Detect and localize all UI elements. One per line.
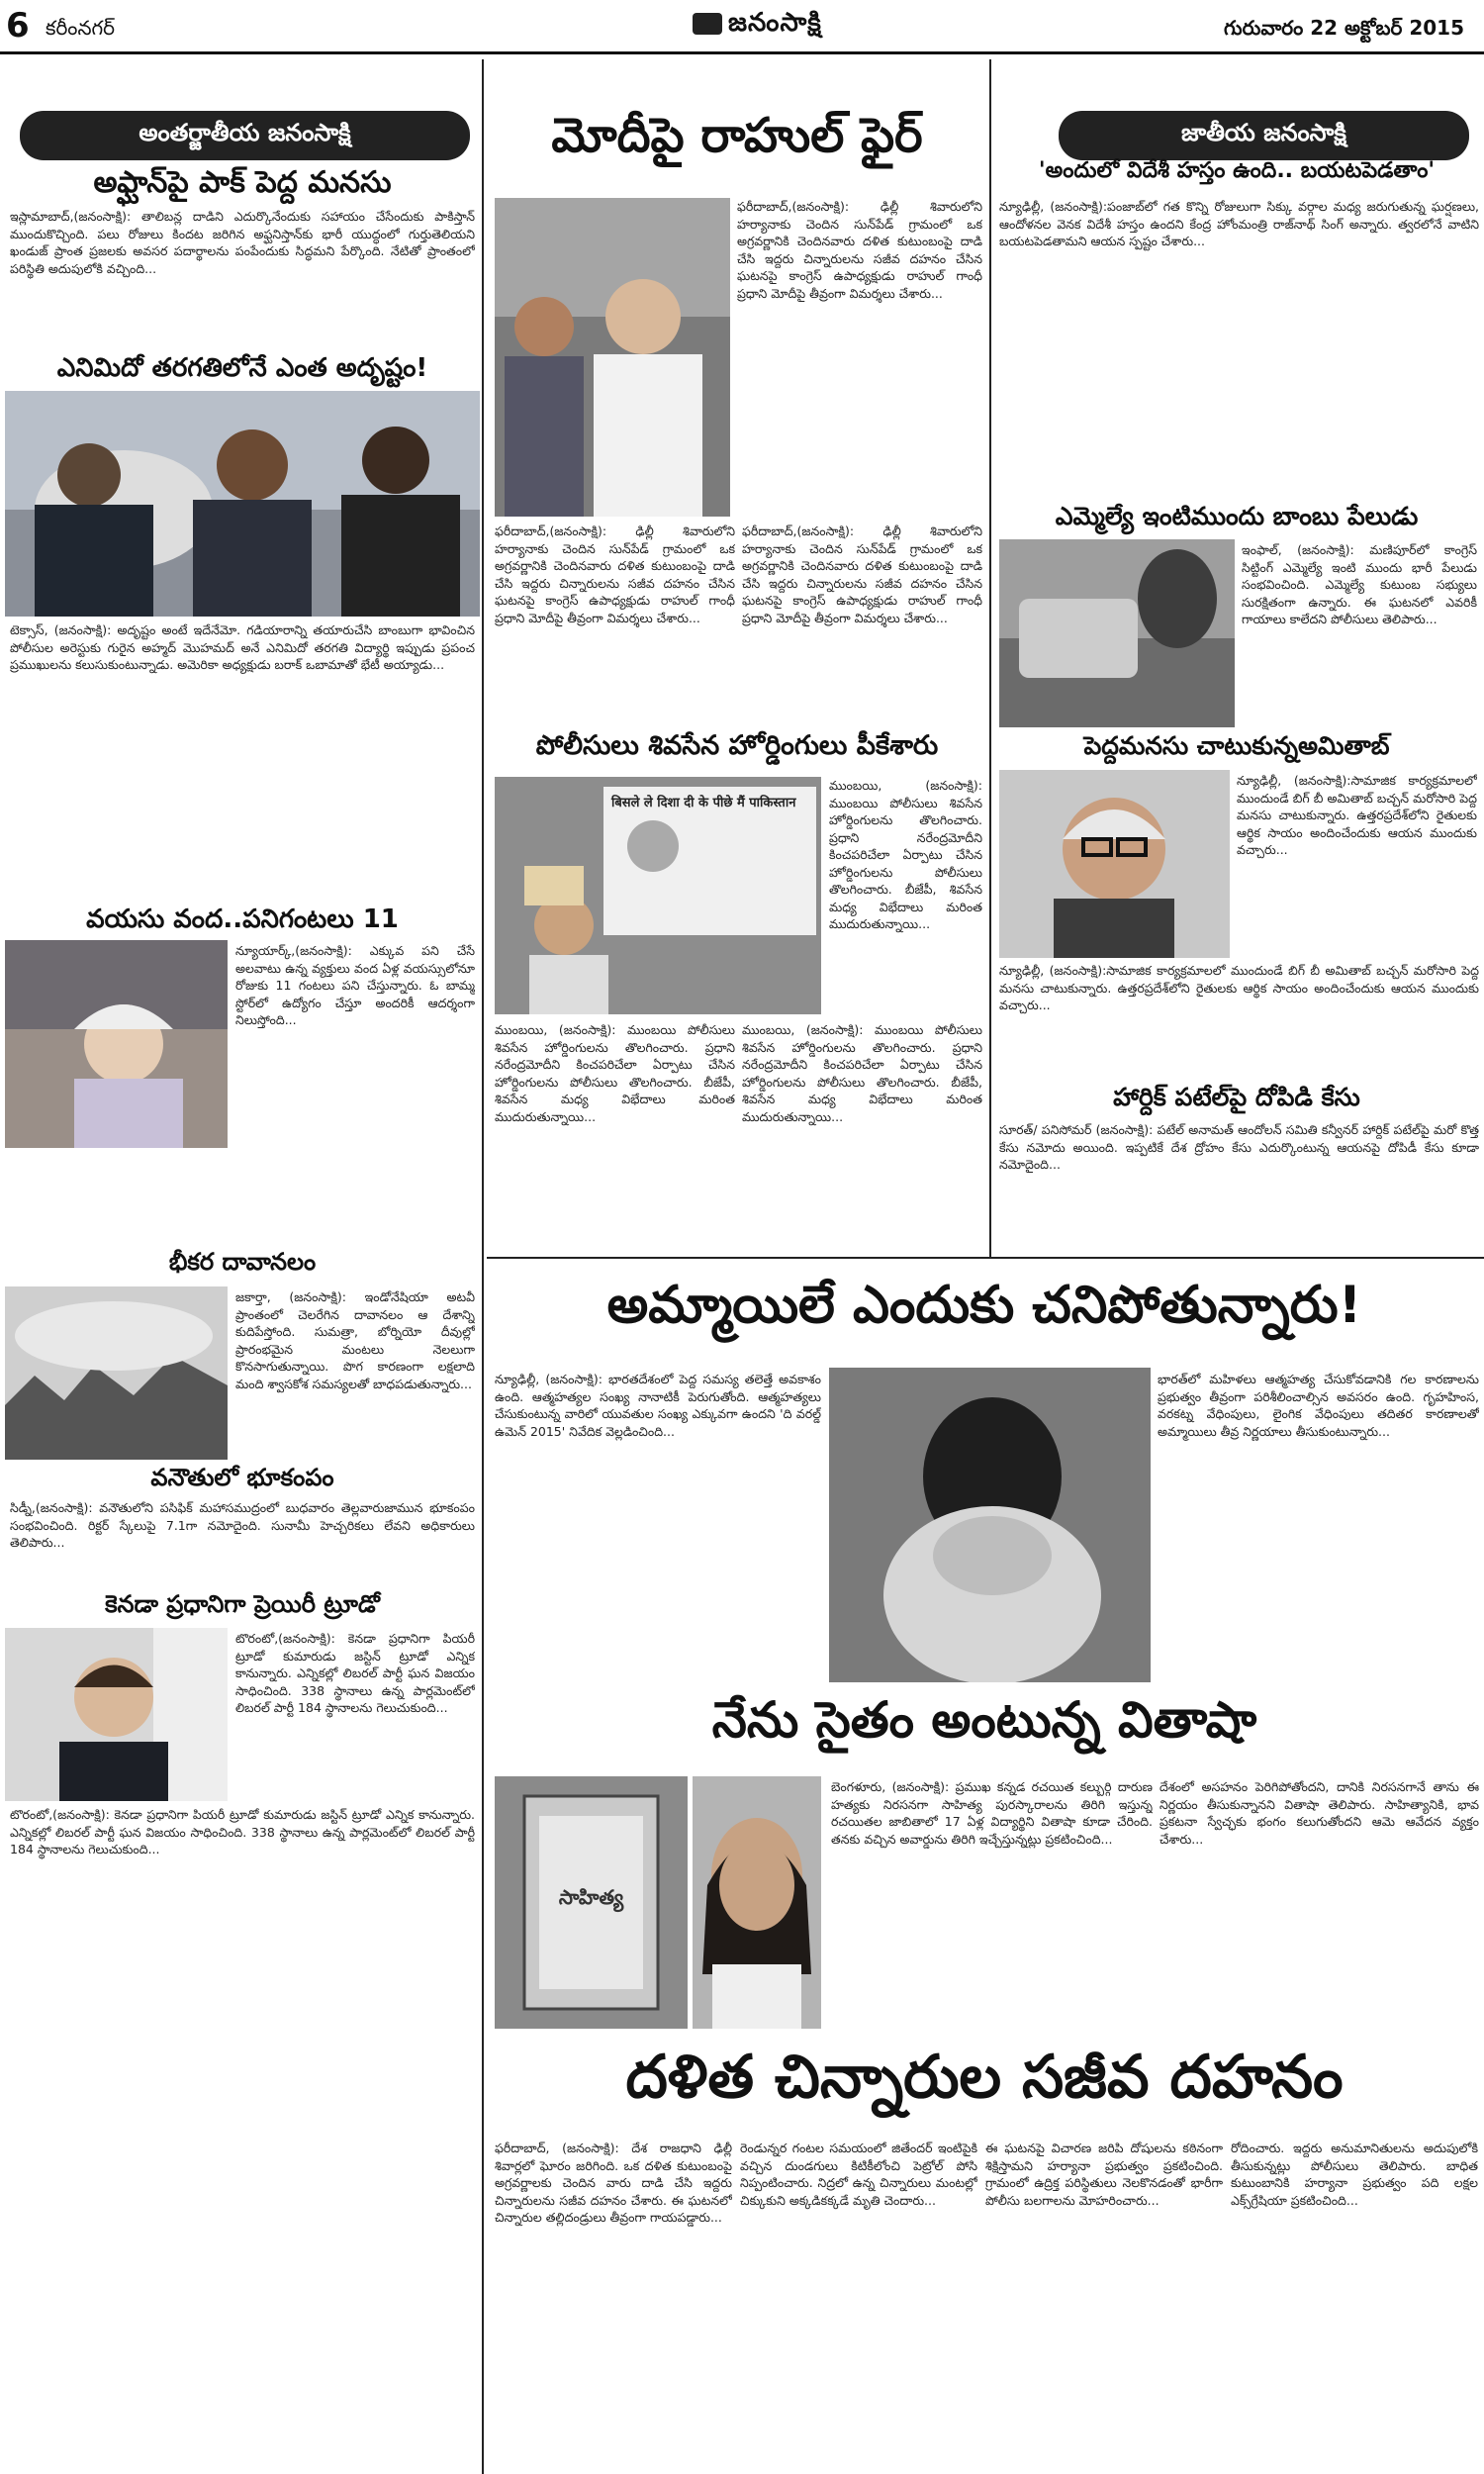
- hoarding-sign-text: बिसले ले दिशा दी के पीछे मैं पाकिस्तान: [611, 796, 796, 810]
- headline-wildfire: భీకర దావానలం: [168, 1248, 317, 1276]
- column-divider: [989, 59, 991, 1257]
- masthead: జనంసాక్షి: [693, 8, 822, 44]
- article-shivsena-c: ముంబయి, (జనంసాక్షి): ముంబయి పోలీసులు శివసేన హోర్డింగులను తొలగించారు. ప్రధాని నరేంద్రమోదీని కించపరిచేలా ఏర్పాటు చేసిన హోర్డింగులను పోలీసులు తొలగించారు. బీజేపీ, శివసేన మధ్య విభేదాలు మరింత ముదురుతున్నాయి...: [742, 1022, 982, 1124]
- masthead-logo-icon: [693, 13, 722, 35]
- article-mla-bomb: ఇంఫాల్, (జనంసాక్షి): మణిపూర్‌లో కాంగ్రెస్ సిట్టింగ్ ఎమ్మెల్యే ఇంటి ముందు భారీ పేలుడు సంభవించింది. ఎమ్మెల్యే కుటుంబ సభ్యులు సురక్షితంగా ఉన్నారు. ఈ ఘటనలో ఎవరికీ గాయాలు కాలేదని పోలీసులు తెలిపారు...: [1242, 542, 1477, 626]
- article-afghan: ఇస్లామాబాద్,(జనంసాక్షి): తాలిబన్ల దాడిని ఎదుర్కొనేందుకు సహాయం చేసేందుకు పాకిస్తాన్ ముందుకొచ్చింది. పలు రోజులు కిందట జరిగిన అఫ్ఘనిస్తాన్‌కు భారీ యుద్ధంలో గుర్తుతెలియని ఖండుజ్ ప్రాంత ప్రజలకు అవసర పదార్థాలను పంపేందుకు సిద్ధమని పేర్కొంది. నేటితో ప్రాంతంలో పరిస్థితి అదుపులోకి వచ్చింది...: [10, 209, 475, 276]
- award-plaque-photo: [495, 1776, 688, 2029]
- blast-car-photo: [999, 539, 1235, 727]
- headline-rahul-fire: మోదీపై రాహుల్ ఫైర్: [551, 108, 923, 163]
- article-vitasha-b: దేశంలో అసహనం పెరిగిపోతోందని, దానికి నిరసనగానే తాను ఈ నిర్ణయం తీసుకున్నానని వితాషా తెలిపారు. సాహిత్యానికి, భావ ప్రకటనా స్వేచ్ఛకు భంగం కలుగుతోందని ఆమె ఆవేదన వ్యక్తం చేశారు...: [1159, 1779, 1479, 1847]
- headline-vitasha: నేను సైతం అంటున్న వితాషా: [711, 1691, 1257, 1749]
- headline-girls-suicide: అమ్మాయిలే ఎందుకు చనిపోతున్నారు!: [606, 1276, 1362, 1335]
- article-rahul-fire-a: ఫరీదాబాద్,(జనంసాక్షి): ఢిల్లీ శివారులోని హర్యానాకు చెందిన సున్‌పేడ్ గ్రామంలో ఒక అగ్రవర్ణానికి చెందినవారు దళిత కుటుంబంపై దాడి చేసి ఇద్దరు చిన్నారులను సజీవ దహనం చేసిన ఘటనపై కాంగ్రెస్ ఉపాధ్యక్షుడు రాహుల్ గాంధీ ప్రధాని మోదీపై తీవ్రంగా విమర్శలు చేశారు...: [737, 199, 982, 301]
- elderly-woman-photo: [5, 940, 228, 1148]
- edition-name: కరీంనగర్: [46, 16, 115, 40]
- article-dalit-children-4: రోదించారు. ఇద్దరు అనుమానితులను అదుపులోకి తీసుకున్నట్లు పోలీసులు తెలిపారు. బాధిత కుటుంబానికి హర్యానా ప్రభుత్వం పది లక్షల ఎక్స్‌గ్రేషియా ప్రకటించింది...: [1231, 2141, 1478, 2208]
- article-age-hundred: న్యూయార్క్,(జనంసాక్షి): ఎక్కువ పని చేసే అలవాటు ఉన్న వ్యక్తులు వంద ఏళ్ల వయస్సులోనూ రోజుకు 11 గంటలు పని చేస్తున్నారు. ఓ బామ్మ స్టోర్‌లో ఉద్యోగం చేస్తూ అందరికీ ఆదర్శంగా నిలుస్తోంది...: [235, 943, 475, 1027]
- section-banner-international: అంతర్జాతీయ జనంసాక్షి: [20, 111, 470, 160]
- section-banner-national: జాతీయ జనంసాక్షి: [1059, 111, 1469, 160]
- amitabh-photo: [999, 770, 1230, 958]
- wildfire-photo: [5, 1286, 228, 1460]
- headline-shivsena-hoardings: పోలీసులు శివసేన హోర్డింగులు పీకేశారు: [535, 730, 939, 761]
- headline-afghan: అఫ్ఘాన్‌పై పాక్ పెద్ద మనసు: [93, 165, 392, 200]
- article-wildfire: జకార్తా, (జనంసాక్షి): ఇండోనేషియా అటవీ ప్రాంతంలో చెలరేగిన దావానలం ఆ దేశాన్ని కుదిపేస్తోంది. సుమత్రా, బోర్నియో దీవుల్లో ప్రారంభమైన మంటలు నెలలుగా కొనసాగుతున్నాయి. పొగ కారణంగా లక్షలాది మంది శ్వాసకోశ సమస్యలతో బాధపడుతున్నారు...: [235, 1289, 475, 1391]
- headline-dalit-children: దళిత చిన్నారుల సజీవ దహనం: [625, 2043, 1344, 2112]
- section-divider: [487, 1257, 1484, 1259]
- article-eighth-grade: టెక్సాస్, (జనంసాక్షి): అదృష్టం అంటే ఇదేనేమో. గడియారాన్ని తయారుచేసి బాంబుగా భావించిన పోలీసుల అరెస్టుకు గురైన అహ్మద్ మొహమద్ అనే ఎనిమిదో తరగతి విద్యార్థి ఇప్పుడు ప్రపంచ ప్రముఖులను కలుసుకుంటున్నాడు. అమెరికా అధ్యక్షుడు బరాక్ ఒబామాతో భేటీ అయ్యాడు...: [10, 622, 475, 672]
- article-rahul-fire-c: ఫరీదాబాద్,(జనంసాక్షి): ఢిల్లీ శివారులోని హర్యానాకు చెందిన సున్‌పేడ్ గ్రామంలో ఒక అగ్రవర్ణానికి చెందినవారు దళిత కుటుంబంపై దాడి చేసి ఇద్దరు చిన్నారులను సజీవ దహనం చేసిన ఘటనపై కాంగ్రెస్ ఉపాధ్యక్షుడు రాహుల్ గాంధీ ప్రధాని మోదీపై తీవ్రంగా విమర్శలు చేశారు...: [742, 523, 982, 625]
- sad-girl-photo: [829, 1368, 1151, 1682]
- vitasha-photo: [693, 1776, 821, 2029]
- page-header: [0, 0, 1484, 54]
- headline-age-hundred: వయసు వంద..పనిగంటలు 11: [86, 904, 399, 934]
- article-dalit-children-1: ఫరీదాబాద్, (జనంసాక్షి): దేశ రాజధాని ఢిల్లీ శివార్లలో ఘోరం జరిగింది. ఒక దళిత కుటుంబంపై అగ్రవర్ణాలకు చెందిన వారు దాడి చేసి ఇద్దరు చిన్నారులను సజీవ దహనం చేశారు. ఈ ఘటనలో చిన్నారుల తల్లిదండ్రులు తీవ్రంగా గాయపడ్డారు...: [495, 2141, 732, 2225]
- article-dalit-children-3: ఈ ఘటనపై విచారణ జరిపి దోషులను కఠినంగా శిక్షిస్తామని హర్యానా ప్రభుత్వం ప్రకటించింది. గ్రామంలో ఉద్రిక్త పరిస్థితులు నెలకొనడంతో భారీగా పోలీసు బలగాలను మోహరించారు...: [985, 2141, 1223, 2208]
- article-girls-suicide-a: న్యూఢిల్లీ, (జనంసాక్షి): భారతదేశంలో పెద్ద సమస్య తలెత్తే అవకాశం ఉంది. ఆత్మహత్యల సంఖ్య నానాటికీ పెరుగుతోంది. ఆత్మహత్యలు చేసుకుంటున్న వారిలో యువతుల సంఖ్య ఎక్కువగా ఉందని 'ది వరల్డ్ ఉమెన్ 2015' నివేదిక వెల్లడించింది...: [495, 1372, 821, 1439]
- headline-vanuatu: వనౌతులో భూకంపం: [150, 1464, 334, 1491]
- headline-foreign-hand: 'అందులో విదేశీ హస్తం ఉంది.. బయటపెడతాం': [1038, 158, 1436, 183]
- article-shivsena-b: ముంబయి, (జనంసాక్షి): ముంబయి పోలీసులు శివసేన హోర్డింగులను తొలగించారు. ప్రధాని నరేంద్రమోదీని కించపరిచేలా ఏర్పాటు చేసిన హోర్డింగులను పోలీసులు తొలగించారు. బీజేపీ, శివసేన మధ్య విభేదాలు మరింత ముదురుతున్నాయి...: [495, 1022, 735, 1124]
- issue-date: గురువారం 22 అక్టోబర్ 2015: [1223, 16, 1464, 40]
- article-amitabh-a: న్యూఢిల్లీ, (జనంసాక్షి):సామాజిక కార్యక్రమాలలో ముందుండే బిగ్ బీ అమితాబ్ బచ్చన్ మరోసారి పెద్ద మనసు చాటుకున్నారు. ఉత్తరప్రదేశ్‌లోని రైతులకు ఆర్థిక సాయం అందించేందుకు ఆయన ముందుకు వచ్చారు...: [1237, 773, 1477, 857]
- obama-student-photo: [5, 391, 480, 617]
- article-hardik-patel: సూరత్/ పనిసోమర్ (జనంసాక్షి): పటేల్ అనామత్ ఆందోలన్ సమితి కన్వీనర్ హార్దిక్ పటేల్‌పై మరో కొత్త కేసు నమోదు అయింది. ఇప్పటికే దేశ ద్రోహం కేసు ఎదుర్కొంటున్న ఆయనపై దోపిడీ కేసు కూడా నమోదైంది...: [999, 1122, 1479, 1172]
- article-vanuatu: సిడ్నీ,(జనంసాక్షి): వనౌతులోని పసిఫిక్ మహాసముద్రంలో బుధవారం తెల్లవారుజామున భూకంపం సంభవించింది. రిక్టర్ స్కేలుపై 7.1గా నమోదైంది. సునామీ హెచ్చరికలు లేవని అధికారులు తెలిపారు...: [10, 1500, 475, 1550]
- article-canada-pm-b: టొరంటో,(జనంసాక్షి): కెనడా ప్రధానిగా పియరీ ట్రూడో కుమారుడు జస్టిన్ ట్రూడో ఎన్నిక కానున్నారు. ఎన్నికల్లో లిబరల్ పార్టీ ఘన విజయం సాధించింది. 338 స్థానాలు ఉన్న పార్లమెంట్‌లో లిబరల్ పార్టీ 184 స్థానాలను గెలుచుకుంది...: [10, 1807, 475, 1856]
- article-shivsena-a: ముంబయి, (జనంసాక్షి): ముంబయి పోలీసులు శివసేన హోర్డింగులను తొలగించారు. ప్రధాని నరేంద్రమోదీని కించపరిచేలా ఏర్పాటు చేసిన హోర్డింగులను పోలీసులు తొలగించారు. బీజేపీ, శివసేన మధ్య విభేదాలు మరింత ముదురుతున్నాయి...: [829, 778, 982, 931]
- headline-eighth-grade: ఎనిమిదో తరగతిలోనే ఎంత అదృష్టం!: [56, 353, 428, 383]
- column-divider: [482, 59, 484, 1257]
- headline-amitabh: పెద్దమనసు చాటుకున్నఅమితాబ్: [1083, 731, 1390, 760]
- headline-mla-bomb: ఎమ్మెల్యే ఇంటిముందు బాంబు పేలుడు: [1055, 502, 1419, 530]
- trudeau-photo: [5, 1628, 228, 1801]
- shivsena-hoarding-photo: [495, 777, 821, 1014]
- headline-hardik-patel: హార్దిక్ పటేల్‌పై దోపిడి కేసు: [1113, 1083, 1360, 1111]
- page-number: 6: [6, 6, 30, 46]
- article-rahul-fire-b: ఫరీదాబాద్,(జనంసాక్షి): ఢిల్లీ శివారులోని హర్యానాకు చెందిన సున్‌పేడ్ గ్రామంలో ఒక అగ్రవర్ణానికి చెందినవారు దళిత కుటుంబంపై దాడి చేసి ఇద్దరు చిన్నారులను సజీవ దహనం చేసిన ఘటనపై కాంగ్రెస్ ఉపాధ్యక్షుడు రాహుల్ గాంధీ ప్రధాని మోదీపై తీవ్రంగా విమర్శలు చేశారు...: [495, 523, 735, 625]
- plaque-text: సాహిత్య: [558, 1885, 624, 1909]
- article-canada-pm-a: టొరంటో,(జనంసాక్షి): కెనడా ప్రధానిగా పియరీ ట్రూడో కుమారుడు జస్టిన్ ట్రూడో ఎన్నిక కానున్నారు. ఎన్నికల్లో లిబరల్ పార్టీ ఘన విజయం సాధించింది. 338 స్థానాలు ఉన్న పార్లమెంట్‌లో లిబరల్ పార్టీ 184 స్థానాలను గెలుచుకుంది...: [235, 1631, 475, 1715]
- article-girls-suicide-b: భారత్‌లో మహిళలు ఆత్మహత్య చేసుకోవడానికి గల కారణాలను ప్రభుత్వం తీవ్రంగా పరిశీలించాల్సిన అవసరం ఉంది. గృహహింస, వరకట్న వేధింపులు, లైంగిక వేధింపులు తదితర కారణాలతో అమ్మాయిలు తీవ్ర నిర్ణయాలు తీసుకుంటున్నారు...: [1158, 1372, 1479, 1439]
- article-dalit-children-2: రెండున్నర గంటల సమయంలో జితేందర్ ఇంటిపైకి వచ్చిన దుండగులు కిటికీలోంచి పెట్రోల్ పోసి నిప్పంటించారు. నిద్రలో ఉన్న చిన్నారులు మంటల్లో చిక్కుకుని అక్కడికక్కడే మృతి చెందారు...: [740, 2141, 977, 2208]
- article-amitabh-b: న్యూఢిల్లీ, (జనంసాక్షి):సామాజిక కార్యక్రమాలలో ముందుండే బిగ్ బీ అమితాబ్ బచ్చన్ మరోసారి పెద్ద మనసు చాటుకున్నారు. ఉత్తరప్రదేశ్‌లోని రైతులకు ఆర్థిక సాయం అందించేందుకు ఆయన ముందుకు వచ్చారు...: [999, 963, 1479, 1012]
- rahul-gandhi-photo: [495, 198, 730, 517]
- headline-canada-pm: కెనడా ప్రధానిగా ప్రెయిరీ ట్రూడో: [105, 1590, 380, 1618]
- article-foreign-hand: న్యూఢిల్లీ, (జనంసాక్షి):పంజాబ్‌లో గత కొన్ని రోజులుగా సిక్కు వర్గాల మధ్య జరుగుతున్న ఘర్షణలు, ఆందోళనల వెనక విదేశీ హస్తం ఉందని కేంద్ర హోంమంత్రి రాజ్‌నాథ్ సింగ్ అన్నారు. త్వరలోనే వాటిని బయటపెడతామని ఆయన స్పష్టం చేశారు...: [999, 199, 1479, 248]
- column-divider: [482, 1257, 484, 2474]
- article-vitasha-a: బెంగళూరు, (జనంసాక్షి): ప్రముఖ కన్నడ రచయిత కల్బుర్గి దారుణ హత్యకు నిరసనగా సాహిత్య పురస్కారాలను తిరిగి ఇస్తున్న రచయితల జాబితాలో 17 ఏళ్ల విద్యార్థిని వితాషా కూడా చేరింది. తనకు వచ్చిన అవార్డును తిరిగి ఇచ్చేస్తున్నట్లు ప్రకటించింది...: [831, 1779, 1153, 1847]
